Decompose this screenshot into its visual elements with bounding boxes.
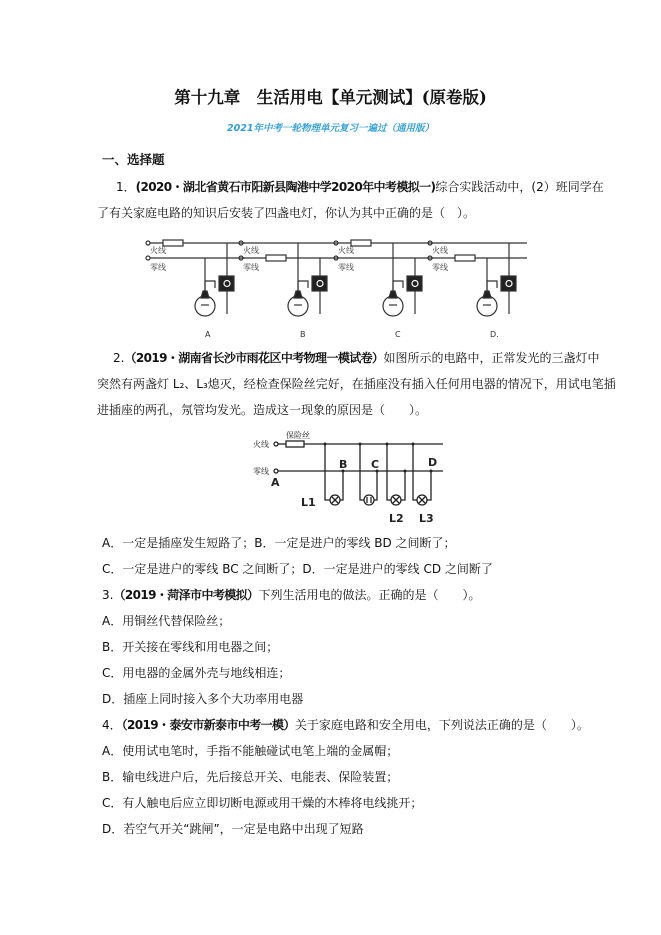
question-source: (2020・湖北省黄石市阳新县陶港中学2020年中考模拟一) bbox=[135, 180, 436, 194]
question-4-option-d: D．若空气开关“跳闸”，一定是电路中出现了短路 bbox=[102, 822, 364, 836]
question-4-option-b: B．输电线进户后，先后接总开关、电能表、保险装置； bbox=[102, 770, 399, 784]
figure-caption-b: B bbox=[300, 330, 306, 339]
question-3-option-d: D．插座上同时接入多个大功率用电器 bbox=[102, 692, 304, 706]
point-c-label: C bbox=[371, 458, 380, 471]
question-2 bbox=[113, 350, 599, 366]
lamp-l1-label: L1 bbox=[301, 496, 316, 509]
lamp-l2-label: L2 bbox=[389, 512, 404, 525]
section-heading: 一、选择题 bbox=[102, 152, 165, 167]
question-source: （2019・菏泽市中考模拟） bbox=[113, 588, 259, 602]
question-text: 综合实践活动中，(2）班同学在 bbox=[435, 180, 604, 194]
neutral-line-label: 零线 bbox=[432, 263, 448, 272]
question-source: （2019・泰安市新泰市中考一模） bbox=[121, 718, 295, 732]
question-3-option-a: A．用铜丝代替保险丝； bbox=[102, 614, 231, 628]
neutral-line-label: 零线 bbox=[338, 263, 354, 272]
figure-caption-c: C bbox=[395, 330, 401, 339]
fire-line-label: 火线 bbox=[432, 246, 448, 255]
lamp-l3-label: L3 bbox=[419, 512, 434, 525]
neutral-line-label: 零线 bbox=[243, 263, 259, 272]
question-3 bbox=[102, 587, 480, 603]
question-3-option-b: B．开关接在零线和用电器之间； bbox=[102, 640, 279, 654]
question-2-figure bbox=[243, 426, 448, 530]
question-number: 3. bbox=[102, 588, 114, 602]
fire-line-label: 火线 bbox=[243, 246, 259, 255]
fire-line-label: 火线 bbox=[150, 246, 166, 255]
question-2-options-line2: C．一定是进户的零线 BC 之间断了；D．一定是进户的零线 CD 之间断了 bbox=[102, 562, 493, 576]
neutral-line-label: 零线 bbox=[253, 467, 269, 476]
question-2-text-line3: 进插座的两孔，氖管均发光。造成这一现象的原因是（ ）。 bbox=[97, 403, 428, 417]
page-title: 第十九章 生活用电【单元测试】(原卷版) bbox=[174, 88, 487, 107]
question-number: 1． bbox=[116, 180, 136, 194]
question-number: 4． bbox=[102, 718, 122, 732]
question-1 bbox=[116, 179, 604, 195]
point-a-label: A bbox=[271, 476, 280, 489]
question-4 bbox=[102, 717, 589, 733]
question-text: 下列生活用电的做法。正确的是（ ）。 bbox=[258, 588, 481, 602]
point-d-label: D bbox=[428, 456, 438, 469]
question-text: 如图所示的电路中，正常发光的三盏灯中 bbox=[383, 351, 600, 365]
fire-line-label: 火线 bbox=[253, 440, 269, 449]
question-1-text-line2: 了有关家庭电路的知识后安装了四盏电灯，你认为其中正确的是（ ）。 bbox=[97, 206, 476, 220]
question-4-option-c: C．有人触电后应立即切断电源或用干燥的木棒将电线挑开； bbox=[102, 796, 423, 810]
question-1-figure bbox=[145, 236, 545, 344]
question-source: （2019・湖南省长沙市雨花区中考物理一模试卷） bbox=[124, 351, 384, 365]
question-2-options-line1: A．一定是插座发生短路了；B．一定是进户的零线 BD 之间断了； bbox=[102, 536, 456, 550]
question-number: 2. bbox=[113, 351, 125, 365]
question-3-option-c: C．用电器的金属外壳与地线相连； bbox=[102, 666, 291, 680]
page-subtitle: 2021年中考一轮物理单元复习一遍过（通用版） bbox=[227, 123, 434, 134]
question-2-text-line2: 突然有两盏灯 L₂、L₃熄灭，经检查保险丝完好，在插座没有插入任何用电器的情况下，用试电笔插 bbox=[97, 377, 616, 391]
figure-caption-d: D. bbox=[490, 330, 499, 339]
neutral-line-label: 零线 bbox=[150, 263, 166, 272]
point-b-label: B bbox=[339, 458, 348, 471]
fire-line-label: 火线 bbox=[338, 246, 354, 255]
fuse-label: 保险丝 bbox=[286, 431, 310, 440]
question-text: 关于家庭电路和安全用电，下列说法正确的是（ ）。 bbox=[294, 718, 589, 732]
figure-caption-a: A bbox=[205, 330, 211, 339]
question-4-option-a: A．使用试电笔时，手指不能触碰试电笔上端的金属帽； bbox=[102, 744, 399, 758]
